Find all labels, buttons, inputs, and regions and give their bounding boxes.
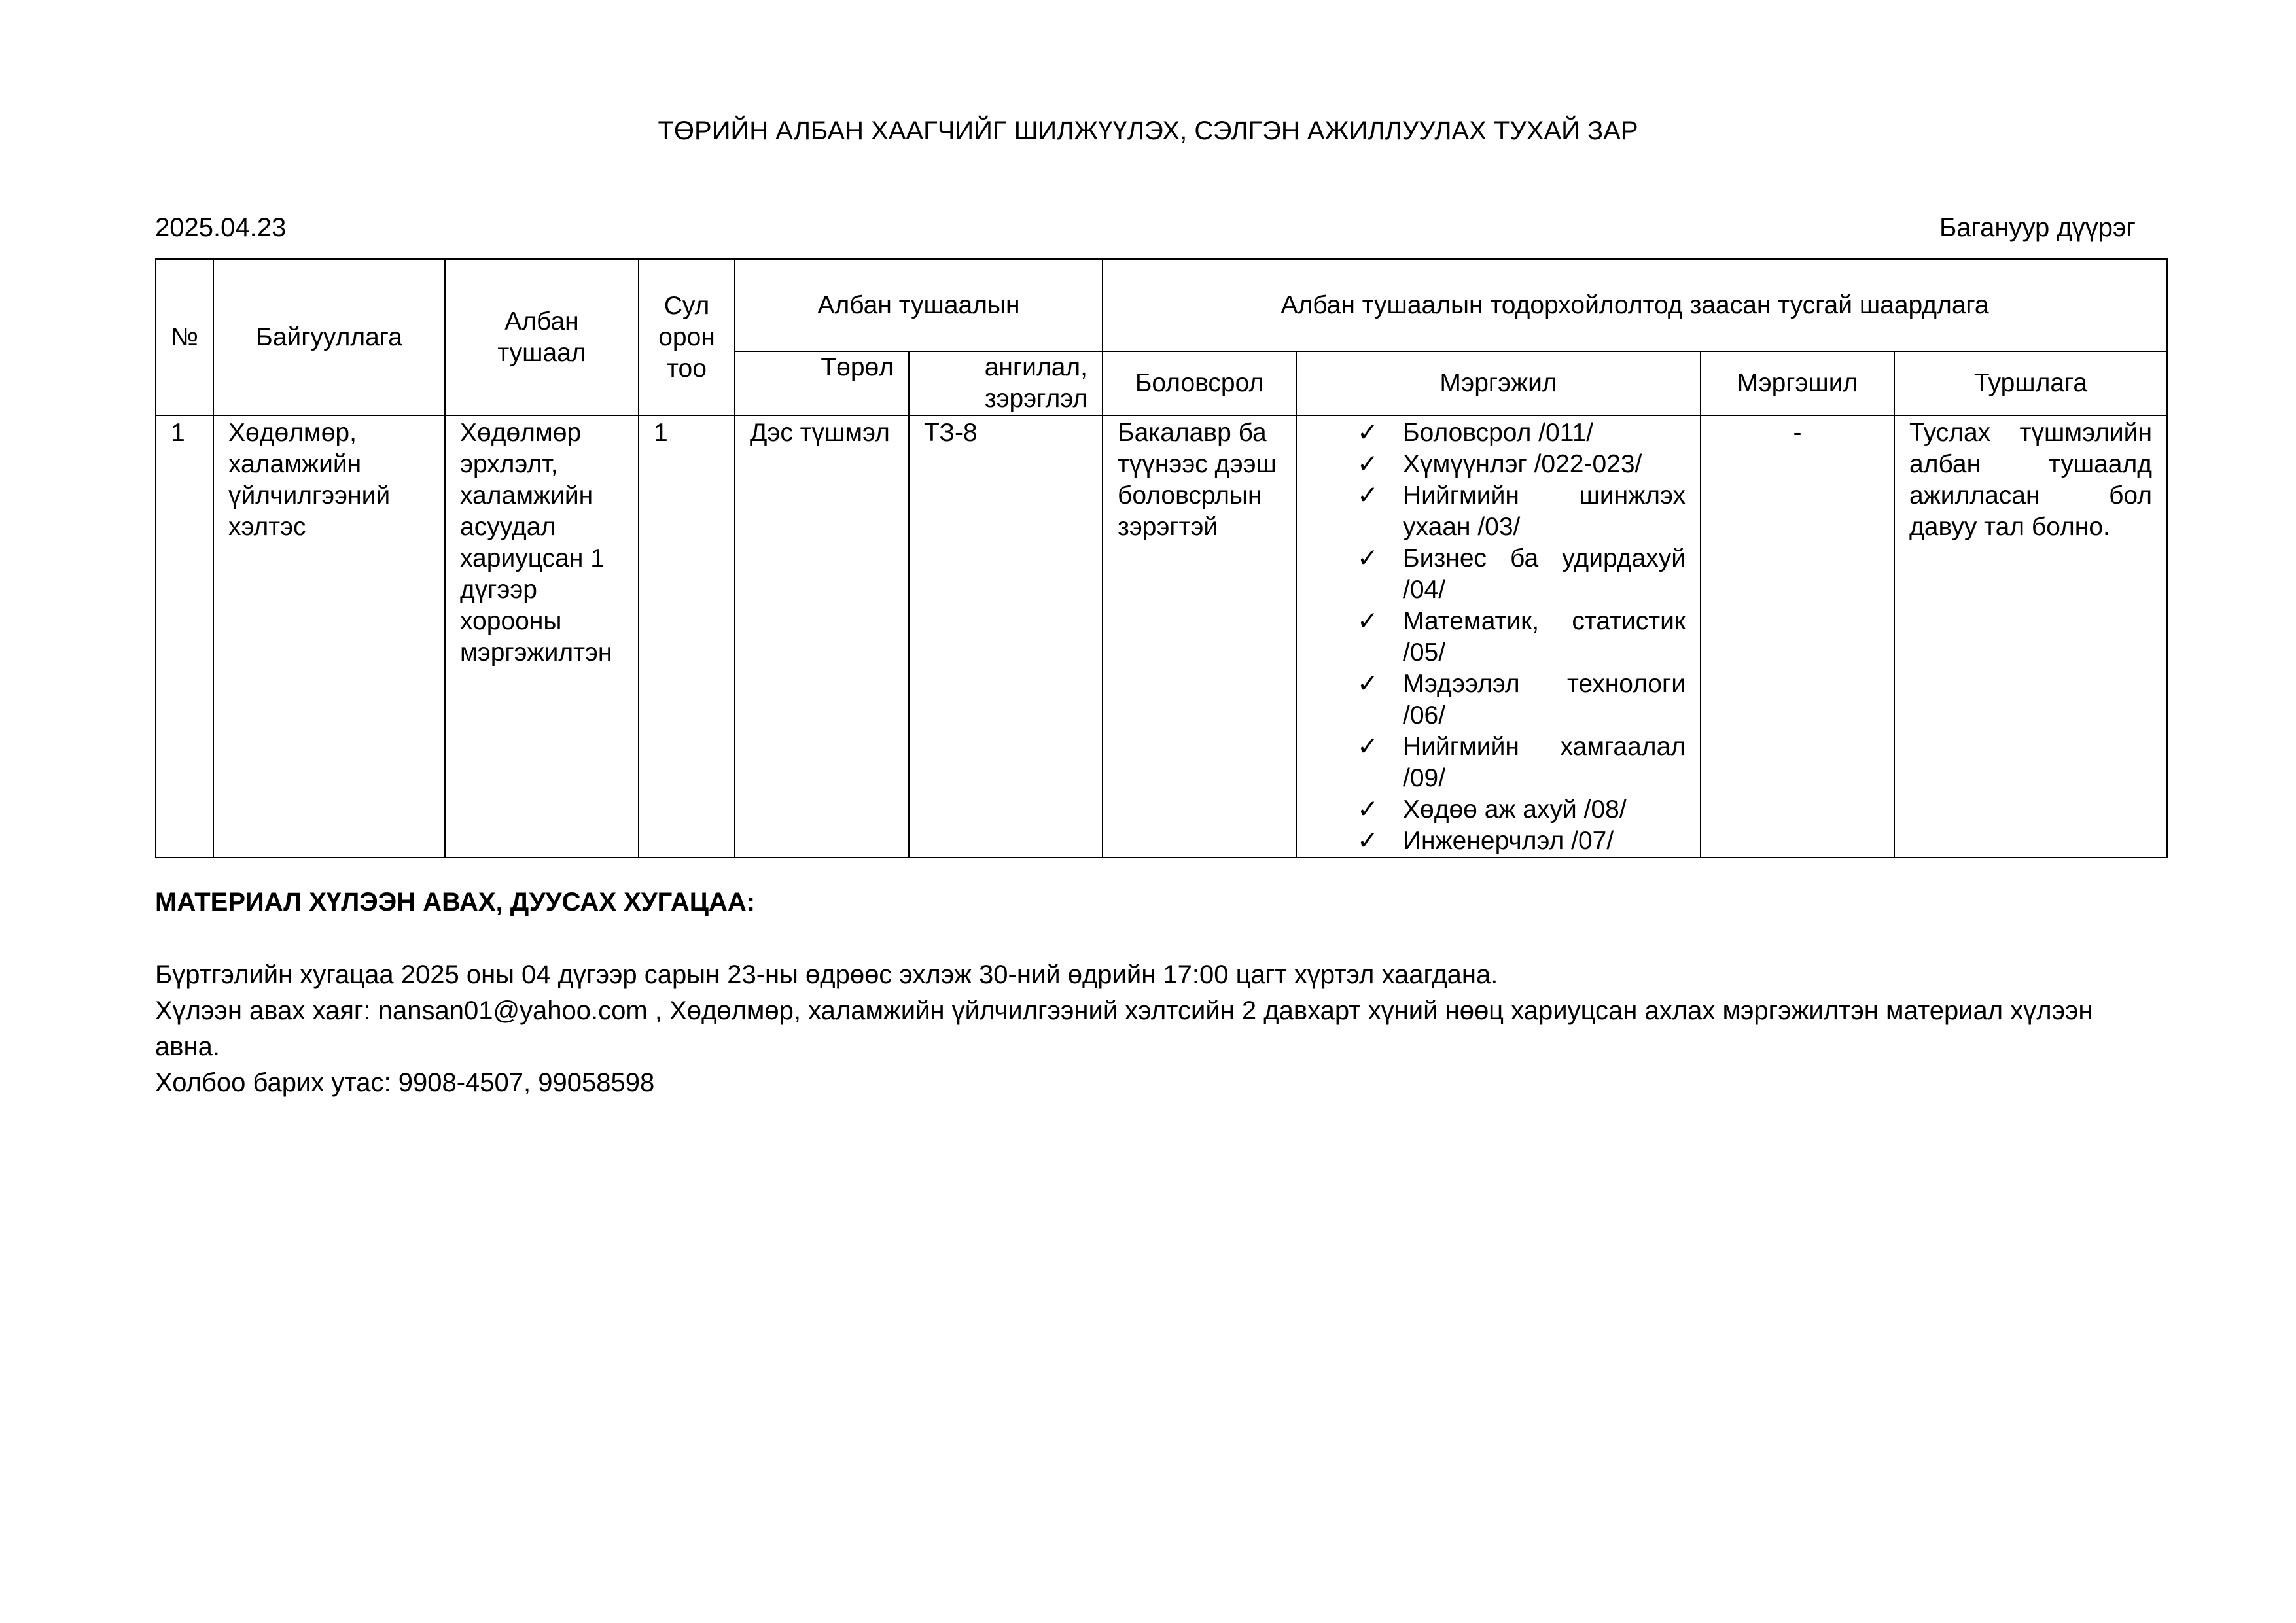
profession-label: Нийгмийн хамгаалал /09/ (1403, 733, 1686, 792)
vacancy-table (155, 258, 2168, 858)
cell-experience: Туслах түшмэлийн албан тушаалд ажилласан бол давуу тал болно. (1894, 415, 2167, 858)
profession-list (1311, 417, 1686, 857)
header-profession: Мэргэжил (1296, 351, 1701, 415)
cell-number: 1 (156, 415, 213, 858)
section-heading: МАТЕРИАЛ ХҮЛЭЭН АВАХ, ДУУСАХ ХУГАЦАА: (155, 888, 756, 916)
cell-vacancies: 1 (639, 415, 735, 858)
cell-profession (1296, 415, 1701, 858)
checkmark-icon: ✓ (1357, 826, 1379, 856)
checkmark-icon: ✓ (1357, 544, 1379, 573)
list-item (1357, 669, 1686, 731)
notes-block (155, 957, 2131, 1101)
header-experience: Туршлага (1894, 351, 2167, 415)
profession-label: Мэдээлэл технологи /06/ (1403, 670, 1686, 729)
header-qualification: Мэргэшил (1701, 351, 1894, 415)
page-title: ТӨРИЙН АЛБАН ХААГЧИЙГ ШИЛЖҮҮЛЭХ, СЭЛГЭН АЖИЛЛУУЛАХ ТУХАЙ ЗАР (658, 116, 1638, 145)
cell-position: Хөдөлмөр эрхлэлт, халамжийн асуудал хариуцсан 1 дүгээр хорооны мэргэжилтэн (445, 415, 639, 858)
header-position-group: Албан тушаалын (735, 259, 1103, 351)
header-number: № (156, 259, 213, 415)
header-education: Боловсрол (1103, 351, 1296, 415)
checkmark-icon: ✓ (1357, 732, 1379, 761)
list-item (1357, 417, 1686, 449)
header-requirements-group: Албан тушаалын тодорхойлолтод заасан тусгай шаардлага (1103, 259, 2167, 351)
list-item (1357, 731, 1686, 794)
checkmark-icon: ✓ (1357, 669, 1379, 699)
profession-label: Инженерчлэл /07/ (1403, 827, 1614, 855)
cell-education: Бакалавр ба түүнээс дээш боловсрлын зэрэгтэй (1103, 415, 1296, 858)
list-item (1357, 543, 1686, 606)
submission-address-note: Хүлээн авах хаяг: nansan01@yahoo.com , Хөдөлмөр, халамжийн үйлчилгээний хэлтсийн 2 давхарт хүний нөөц хариуцсан ахлах мэргэжилтэн материал хүлээн авна. (155, 996, 2093, 1061)
list-item (1357, 449, 1686, 480)
list-item (1357, 794, 1686, 826)
profession-label: Нийгмийн шинжлэх ухаан /03/ (1403, 481, 1686, 541)
profession-label: Бизнес ба удирдахуй /04/ (1403, 544, 1686, 604)
header-class-rank: ангилал, зэрэглэл (909, 351, 1103, 415)
list-item (1357, 606, 1686, 669)
profession-label: Хөдөө аж ахуй /08/ (1403, 795, 1627, 824)
list-item (1357, 826, 1686, 857)
list-item (1357, 480, 1686, 543)
district-name: Багануур дүүрэг (1939, 213, 2136, 242)
header-organization: Байгууллага (213, 259, 445, 415)
header-vacancies: Сул орон тоо (639, 259, 735, 415)
checkmark-icon: ✓ (1357, 606, 1379, 636)
table-row (156, 415, 2167, 858)
cell-class-rank: ТЗ-8 (909, 415, 1103, 858)
announcement-date: 2025.04.23 (155, 213, 287, 242)
header-position: Албан тушаал (445, 259, 639, 415)
checkmark-icon: ✓ (1357, 481, 1379, 510)
header-type: Төрөл (735, 351, 909, 415)
profession-label: Математик, статистик /05/ (1403, 607, 1686, 667)
checkmark-icon: ✓ (1357, 418, 1379, 447)
cell-type: Дэс түшмэл (735, 415, 909, 858)
cell-organization: Хөдөлмөр, халамжийн үйлчилгээний хэлтэс (213, 415, 445, 858)
cell-qualification: - (1701, 415, 1894, 858)
registration-period-note: Бүртгэлийн хугацаа 2025 оны 04 дүгээр сарын 23-ны өдрөөс эхлэж 30-ний өдрийн 17:00 цагт хүртэл хаагдана. (155, 960, 1498, 989)
profession-label: Боловсрол /011/ (1403, 419, 1594, 447)
profession-label: Хүмүүнлэг /022-023/ (1403, 450, 1642, 478)
checkmark-icon: ✓ (1357, 795, 1379, 824)
contact-phone-note: Холбоо барих утас: 9908-4507, 99058598 (155, 1068, 655, 1097)
checkmark-icon: ✓ (1357, 449, 1379, 479)
